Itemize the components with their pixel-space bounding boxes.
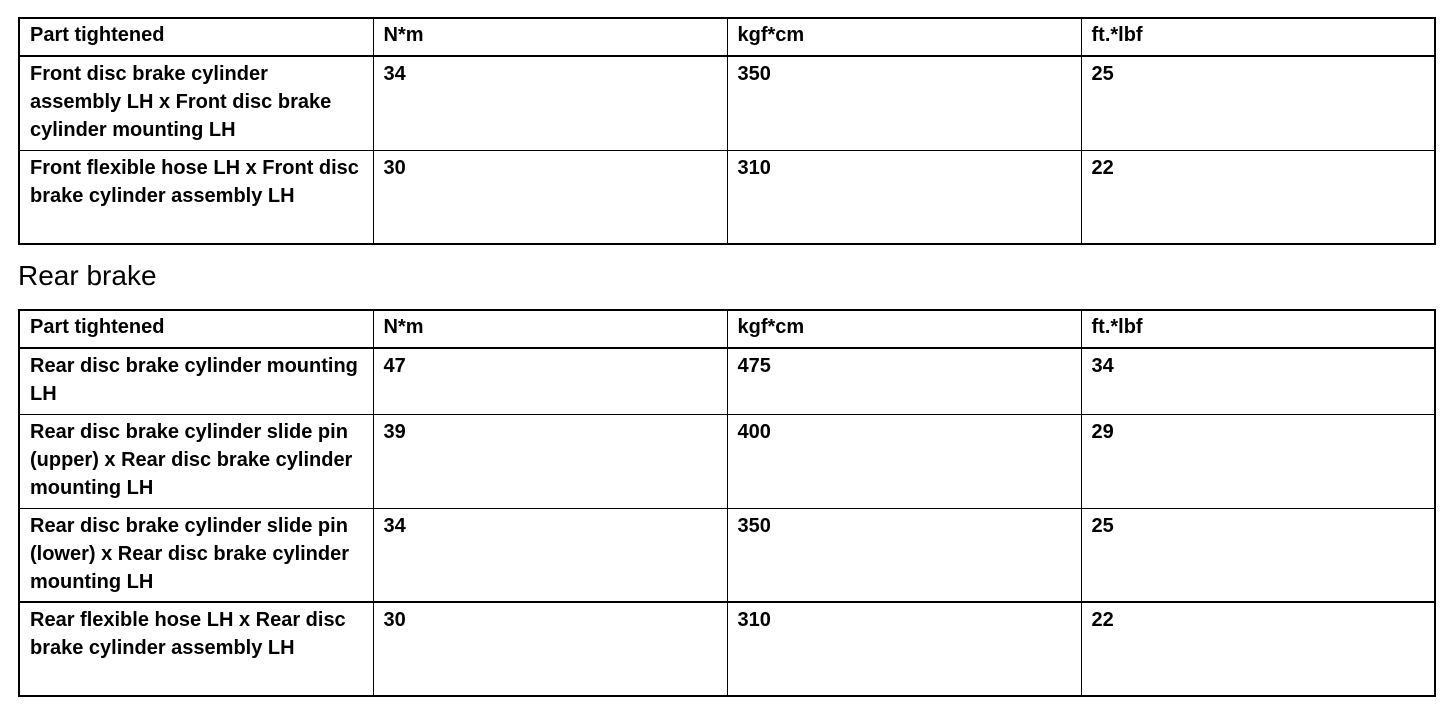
cell-ft-lbf: 29 bbox=[1081, 414, 1435, 508]
cell-ft-lbf: 22 bbox=[1081, 150, 1435, 244]
cell-part: Rear disc brake cylinder slide pin (upper) x Rear disc brake cylinder mounting LH bbox=[19, 414, 373, 508]
table-header-row bbox=[19, 310, 1435, 348]
header-part-tightened: Part tightened bbox=[19, 310, 373, 348]
table-header-row bbox=[19, 18, 1435, 56]
cell-part: Front disc brake cylinder assembly LH x Front disc brake cylinder mounting LH bbox=[19, 56, 373, 150]
rear-brake-torque-table bbox=[18, 309, 1436, 697]
table-row bbox=[19, 56, 1435, 150]
rear-brake-heading: Rear brake bbox=[18, 260, 157, 291]
cell-ft-lbf: 25 bbox=[1081, 56, 1435, 150]
cell-ft-lbf: 25 bbox=[1081, 508, 1435, 602]
cell-part: Rear disc brake cylinder slide pin (lower) x Rear disc brake cylinder mounting LH bbox=[19, 508, 373, 602]
cell-kgf-cm: 310 bbox=[727, 602, 1081, 696]
header-part-tightened: Part tightened bbox=[19, 18, 373, 56]
header-kgf-cm: kgf*cm bbox=[727, 18, 1081, 56]
table-row bbox=[19, 348, 1435, 414]
cell-ft-lbf: 34 bbox=[1081, 348, 1435, 414]
cell-kgf-cm: 400 bbox=[727, 414, 1081, 508]
cell-nm: 30 bbox=[373, 602, 727, 696]
table-row bbox=[19, 150, 1435, 244]
cell-ft-lbf: 22 bbox=[1081, 602, 1435, 696]
cell-nm: 34 bbox=[373, 508, 727, 602]
table-row bbox=[19, 602, 1435, 696]
cell-nm: 34 bbox=[373, 56, 727, 150]
cell-kgf-cm: 310 bbox=[727, 150, 1081, 244]
cell-nm: 39 bbox=[373, 414, 727, 508]
table-row bbox=[19, 508, 1435, 602]
cell-nm: 47 bbox=[373, 348, 727, 414]
header-nm: N*m bbox=[373, 310, 727, 348]
cell-part: Front flexible hose LH x Front disc brake cylinder assembly LH bbox=[19, 150, 373, 244]
cell-part: Rear flexible hose LH x Rear disc brake cylinder assembly LH bbox=[19, 602, 373, 696]
cell-kgf-cm: 350 bbox=[727, 56, 1081, 150]
cell-kgf-cm: 350 bbox=[727, 508, 1081, 602]
cell-kgf-cm: 475 bbox=[727, 348, 1081, 414]
cell-nm: 30 bbox=[373, 150, 727, 244]
header-kgf-cm: kgf*cm bbox=[727, 310, 1081, 348]
header-nm: N*m bbox=[373, 18, 727, 56]
cell-part: Rear disc brake cylinder mounting LH bbox=[19, 348, 373, 414]
header-ft-lbf: ft.*lbf bbox=[1081, 310, 1435, 348]
front-brake-torque-table bbox=[18, 17, 1436, 245]
header-ft-lbf: ft.*lbf bbox=[1081, 18, 1435, 56]
table-row bbox=[19, 414, 1435, 508]
